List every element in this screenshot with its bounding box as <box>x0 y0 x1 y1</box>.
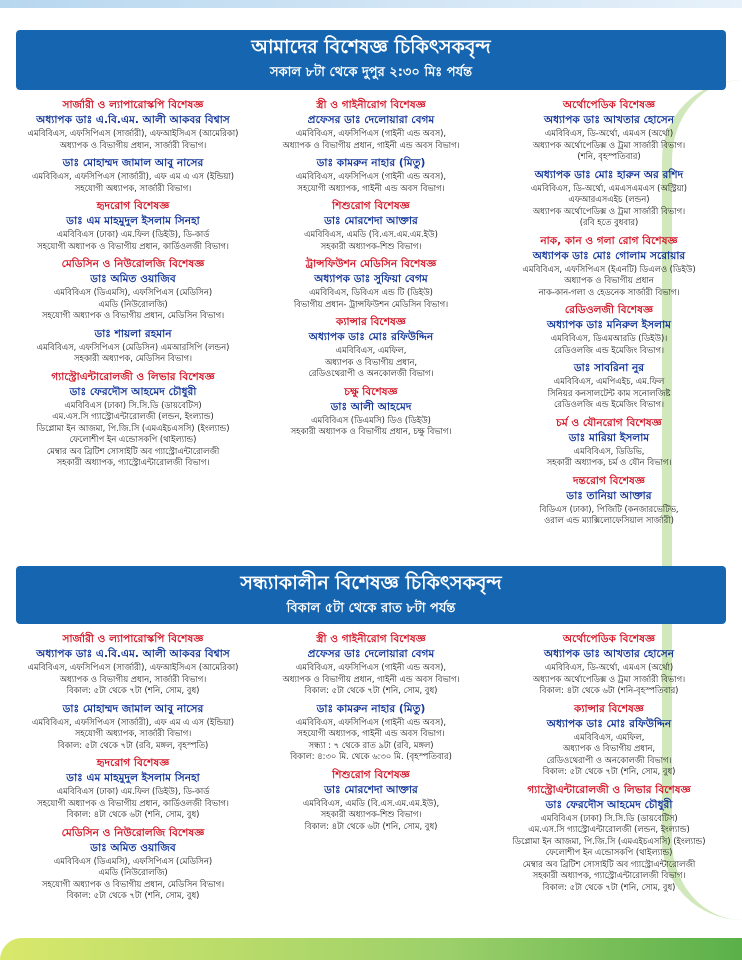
doctor-entry <box>492 717 726 778</box>
doctor-name: ডাঃ সাবরিনা নুর <box>573 362 645 374</box>
doctor-entry <box>492 168 726 229</box>
evening-column-3 <box>492 630 726 948</box>
doctor-name: অধ্যাপক ডাঃ আখতার হোসেন <box>543 648 675 660</box>
doctor-detail-line: ওরাল এন্ড ম্যাক্সিলোফেসিয়াল সার্জারী) <box>544 515 674 525</box>
department-title: হৃদরোগ বিশেষজ্ঞ <box>96 757 170 769</box>
evening-section <box>16 630 726 948</box>
doctor-detail-line: রেডিওলজি এন্ড ইমেজিং বিভাগ। <box>554 344 664 355</box>
doctor-name: অধ্যাপক ডাঃ আখতার হোসেন <box>543 114 675 126</box>
doctor-name: ডাঃ মোরশেদা আক্তার <box>324 783 418 796</box>
doctor-entry <box>254 702 488 763</box>
department-title: অর্থোপেডিক বিশেষজ্ঞ <box>562 99 656 111</box>
doctor-entry <box>254 156 488 194</box>
doctor-detail-line: এমবিবিএস, ডি-অর্থো, এমএস (অর্থো) <box>544 662 674 672</box>
doctor-detail-line: অধ্যাপক ও বিভাগীয় প্রধান, গাইনী এন্ড অবস বিভাগ। <box>282 673 460 684</box>
doctor-name: অধ্যাপক ডাঃ এ.বি.এম. আলী আকবর বিশ্বাস <box>36 648 230 660</box>
morning-column-1 <box>16 96 250 558</box>
doctor-detail-line: বিভাগীয় প্রধান- ট্রান্সফিউশন মেডিসিন বিভাগ। <box>293 298 449 309</box>
morning-column-2 <box>254 96 488 558</box>
doctor-detail-line: (শনি, বৃহস্পতিবার) <box>577 151 641 161</box>
doctor-detail-line: (রবি হতে বুধবার) <box>579 217 639 227</box>
doctor-entry <box>492 647 726 697</box>
department-title: মেডিসিন ও নিউরোলজি বিশেষজ্ঞ <box>61 258 205 270</box>
doctor-detail-line: অধ্যাপক অর্থোপেডিক্স ও ট্রমা সার্জারী বিভাগ। <box>532 139 686 150</box>
department-block <box>492 632 726 697</box>
doctor-name: ডাঃ মোরশেদা আক্তার <box>324 215 418 227</box>
doctor-entry <box>16 327 250 365</box>
doctor-detail-line: সহযোগী অধ্যাপক ও বিভাগীয় প্রধান, কার্ডিওলজী বিভাগ। <box>37 240 229 251</box>
doctor-detail-line: অধ্যাপক অর্থোপেডিক্স ও ট্রমা সার্জারী বিভাগ। <box>532 205 686 216</box>
doctor-name: ডাঃ অমিত ওয়াজিব <box>90 841 176 854</box>
doctor-detail-line: এমবিবিএস (ঢাকা) এম.ফিল (ডিইউ), ডি-কার্ড <box>56 229 210 239</box>
doctor-entry <box>492 361 726 411</box>
doctor-detail-line: এমবিবিএস, ডিএমআরডি (ডিইউ)। <box>550 333 668 343</box>
doctor-entry <box>254 113 488 151</box>
doctor-detail-line: এমবিবিএস, এফসিপিএস (সার্জারী), এফআইসিএস (আমেরিকা) <box>27 128 239 138</box>
department-block <box>492 98 726 229</box>
doctor-detail-line: এমবিবিএস, এফসিপিএস (গাইনী এন্ড অবস), <box>295 716 447 727</box>
doctor-name: প্রফেসর ডাঃ দেলোয়ারা বেগম <box>307 648 435 660</box>
department-title: হৃদরোগ বিশেষজ্ঞ <box>96 200 170 212</box>
doctor-detail-line: বিকাল: ৫টা থেকে ৭টা (শনি, সোম, বুধ) <box>304 685 438 695</box>
department-title: চক্ষু বিশেষজ্ঞ <box>344 385 398 398</box>
doctor-detail-line: এমবিবিএস, এমপিএইচ, এম.ফিল <box>553 376 665 386</box>
department-block <box>16 370 250 469</box>
doctor-detail-line: সহকারী অধ্যাপক, গ্যাস্ট্রোএন্টারোলজী বিভাগ। <box>532 870 686 880</box>
doctor-entry <box>254 783 488 833</box>
department-block <box>254 632 488 763</box>
doctor-detail-line: সহকারী অধ্যাপক, গ্যাস্ট্রোএন্টারোলজী বিভাগ। <box>56 457 210 467</box>
department-title: সার্জারী ও ল্যাপারোস্কপি বিশেষজ্ঞ <box>62 633 204 645</box>
department-title: ক্যান্সার বিশেষজ্ঞ <box>336 316 406 328</box>
doctor-name: অধ্যাপক ডাঃ মোঃ গোলাম সরোয়ার <box>532 249 686 262</box>
doctor-entry <box>16 841 250 902</box>
doctor-detail-line: এমবিবিএস, এমডি (বি.এস.এম.এম.ইউ), <box>302 797 440 808</box>
department-block <box>254 385 488 438</box>
doctor-detail-line: বিকাল: ৪:৩০ মি. থেকে ৬:৩০ মি. (বৃহস্পতিবার) <box>290 751 452 761</box>
doctor-detail-line: রেডিওথেরাপী ও অনকোলজী বিভাগ। <box>308 368 434 378</box>
doctor-detail-line: ফেলোশীপ ইন এন্ডোসকপি (থাইল্যান্ড) <box>69 434 197 444</box>
doctor-entry <box>16 647 250 697</box>
doctor-name: ডাঃ মারিয়া ইসলাম <box>568 431 650 444</box>
doctor-detail-line: এমবিবিএস, এফসিপিএস (মেডিসিন) এমআরসিপি (লন্ডন) <box>36 341 230 352</box>
doctor-detail-line: সহকারী অধ্যাপক-শিশু বিভাগ। <box>320 240 422 251</box>
doctor-detail-line: এমডি (নিউরোলজি) <box>98 298 168 309</box>
doctor-detail-line: সহকারী অধ্যাপক, চর্ম ও যৌন বিভাগ। <box>546 457 672 467</box>
doctor-detail-line: এমবিবিএস, এফসিপিএস (সার্জারী), এফআইসিএস (আমেরিকা) <box>27 662 239 672</box>
doctor-detail-line: বিকাল: ৫টা থেকে ৭টা (শনি, সোম, বুধ) <box>542 766 676 776</box>
doctor-detail-line: এম.এস.সি গ্যাস্ট্রোএন্টারোলজী (লন্ডন, ইংল্যান্ড) <box>52 411 214 421</box>
department-title: চর্ম ও যৌনরোগ বিশেষজ্ঞ <box>556 416 662 429</box>
doctor-entry <box>492 249 726 299</box>
doctor-detail-line: বিকাল: ৪টা থেকে ৬টা (শনি, সোম, বুধ) <box>304 820 438 831</box>
doctor-detail-line: রেডিওথেরাপী ও অনকোলজী বিভাগ। <box>546 754 672 765</box>
doctor-entry <box>16 385 250 469</box>
doctor-name: ডাঃ মোহাম্মদ জামাল আবু নাসের <box>62 702 204 715</box>
department-title: ক্যান্সার বিশেষজ্ঞ <box>574 702 644 715</box>
department-title: শিশুরোগ বিশেষজ্ঞ <box>332 200 410 212</box>
doctor-detail-line: অধ্যাপক ও বিভাগীয় প্রধান, সার্জারী বিভাগ। <box>59 673 207 684</box>
doctor-entry <box>492 431 726 469</box>
morning-subtitle: সকাল ৮টা থেকে দুপুর ২:৩০ মিঃ পর্যন্ত <box>269 65 473 80</box>
doctor-entry <box>16 702 250 752</box>
evening-banner <box>16 566 726 624</box>
doctor-detail-line: এমবিবিএস (ডিএমসি), এফসিপিএস (মেডিসিন) <box>53 287 213 297</box>
doctor-detail-line: অধ্যাপক ও বিভাগীয় প্রধান, সার্জারী বিভাগ। <box>59 139 207 150</box>
doctor-name: প্রফেসর ডাঃ দেলোয়ারা বেগম <box>307 114 435 126</box>
doctor-detail-line: সহযোগী অধ্যাপক ও বিভাগীয় প্রধান, কার্ডিওলজী বিভাগ। <box>37 797 229 808</box>
doctor-detail-line: এমবিবিএস, এমফিল, <box>573 731 645 742</box>
doctor-detail-line: রেডিওলজি এন্ড ইমেজিং বিভাগ। <box>554 399 664 409</box>
doctor-detail-line: সহকারী অধ্যাপক ও বিভাগীয় প্রধান, চক্ষু বিভাগ। <box>290 426 452 436</box>
doctor-entry <box>492 113 726 163</box>
doctor-name: ডাঃ এম মাহমুদুল ইসলাম সিনহা <box>66 772 200 784</box>
department-block <box>254 98 488 194</box>
doctor-detail-line: এমবিবিএস, ডিডিভি, <box>573 445 645 456</box>
doctor-name: অধ্যাপক ডাঃ মোঃ রফিউদ্দিন <box>308 331 434 343</box>
department-block <box>492 234 726 299</box>
doctor-detail-line: সহযোগী অধ্যাপক, গাইনী এন্ড অবস বিভাগ। <box>297 728 445 738</box>
doctor-name: ডাঃ অমিত ওয়াজিব <box>90 273 176 285</box>
doctor-detail-line: এম.এস.সি গ্যাস্ট্রোএন্টারোলজী (লন্ডন, ইংল্যান্ড) <box>528 824 690 834</box>
department-block <box>16 826 250 902</box>
doctor-detail-line: বিকাল: ৫টা থেকে ৭টা (শনি, সোম, বুধ) <box>542 881 676 892</box>
doctor-name: ডাঃ এম মাহমুদুল ইসলাম সিনহা <box>66 215 200 227</box>
doctor-name: ডাঃ আলী আহমেদ <box>330 400 412 413</box>
doctor-detail-line: এমবিবিএস, ডি-অর্থো, এমএস (অর্থো) <box>544 128 674 138</box>
doctor-detail-line: ফেলোশীপ ইন এন্ডোসকপি (থাইল্যান্ড) <box>545 847 673 857</box>
department-title: ট্রান্সফিউশন মেডিসিন বিশেষজ্ঞ <box>305 258 437 270</box>
doctor-detail-line: এমবিবিএস, ডিবিএস এন্ড টি (ডিইউ) <box>309 287 433 297</box>
doctor-detail-line: এমবিবিএস, এফসিপিএস (সার্জারী), এফ এম এ এস (ইন্ডিয়া) <box>32 716 234 727</box>
evening-column-1 <box>16 630 250 948</box>
doctor-entry <box>16 272 250 322</box>
doctor-detail-line: বিকাল: ৪টা থেকে ৬টা (শনি, সোম, বুধ) <box>66 809 200 819</box>
department-block <box>492 702 726 778</box>
doctor-detail-line: অধ্যাপক ও বিভাগীয় প্রধান, গাইনী এন্ড অবস বিভাগ। <box>282 139 460 150</box>
doctor-name: ডাঃ ফেরদৌস আহমেদ চৌধুরী <box>69 385 197 398</box>
doctor-detail-line: এমবিবিএস (ডিএমসি), এফসিপিএস (মেডিসিন) <box>53 855 213 866</box>
doctor-name: অধ্যাপক ডাঃ সুফিয়া বেগম <box>314 273 428 285</box>
department-title: গ্যাস্ট্রোএন্টারোলজী ও লিভার বিশেষজ্ঞ <box>51 370 215 383</box>
department-block <box>254 257 488 310</box>
doctor-detail-line: ডিপ্লোমা ইন আজমা, পি.জি.সি (এমএইচএসসি) (ইংল্যান্ড) <box>512 835 706 846</box>
doctor-entry <box>16 214 250 252</box>
doctor-entry <box>254 647 488 697</box>
doctor-detail-line: এমবিবিএস (ঢাকা) সি.সি.ডি (ডায়বেটিস) <box>64 399 202 410</box>
doctor-name: ডাঃ কামরুন নাহার (মিতু) <box>316 702 426 715</box>
doctor-detail-line: এমবিবিএস, এফসিপিএস (গাইনী এন্ড অবস), <box>295 128 447 138</box>
morning-banner <box>16 30 726 90</box>
morning-section <box>16 96 726 558</box>
department-title: গ্যাস্ট্রোএন্টারোলজী ও লিভার বিশেষজ্ঞ <box>527 783 691 796</box>
morning-title: আমাদের বিশেষজ্ঞ চিকিৎসকবৃন্দ <box>251 36 491 58</box>
department-block <box>492 783 726 894</box>
department-block <box>492 474 726 527</box>
doctor-detail-line: বিকাল: ৫টা থেকে ৭টা (রবি, মঙ্গল, বৃহস্পতি) <box>57 739 209 750</box>
department-block <box>492 303 726 411</box>
doctor-detail-line: এফআরএসএইচ (লন্ডন) <box>568 194 650 204</box>
doctor-detail-line: মেম্বার অব ব্রিটিশ সোসাইটি অব গ্যাস্ট্রোএন্টারোলজী <box>46 445 220 456</box>
morning-column-3 <box>492 96 726 558</box>
department-title: স্ত্রী ও গাইনীরোগ বিশেষজ্ঞ <box>316 99 426 111</box>
doctor-detail-line: নাক-কান-গলা ও হেডনেক সার্জারী বিভাগ। <box>538 286 680 297</box>
doctor-detail-line: এমবিবিএস (ঢাকা) সি.সি.ডি (ডায়বেটিস) <box>540 812 678 823</box>
doctor-detail-line: এমবিবিএস, এফসিপিএস (গাইনী এন্ড অবস), <box>295 662 447 672</box>
department-title: সার্জারী ও ল্যাপারোস্কপি বিশেষজ্ঞ <box>62 99 204 111</box>
doctor-detail-line: এমবিবিএস (ডিএমসি) ডিও (ডিইউ) <box>311 414 431 425</box>
doctor-name: ডাঃ তানিয়া আক্তার <box>566 489 652 502</box>
doctor-detail-line: সহকারী অধ্যাপক-শিশু বিভাগ। <box>320 809 422 819</box>
doctor-detail-line: বিকাল: ৫টা থেকে ৭টা (শনি, সোম, বুধ) <box>66 890 200 900</box>
doctor-detail-line: সহযোগী অধ্যাপক ও বিভাগীয় প্রধান, মেডিসিন বিভাগ। <box>41 310 225 320</box>
doctor-detail-line: সহকারী অধ্যাপক, মেডিসিন বিভাগ। <box>74 353 192 363</box>
doctor-detail-line: মেম্বার অব ব্রিটিশ সোসাইটি অব গ্যাস্ট্রোএন্টারোলজী <box>522 858 696 869</box>
doctor-name: ডাঃ ফেরদৌস আহমেদ চৌধুরী <box>545 798 673 811</box>
doctor-name: অধ্যাপক ডাঃ মনিরুল ইসলাম <box>546 319 672 331</box>
doctor-detail-line: বিডিএস (ঢাকা), পিজিটি (কনজারভেটিভ, <box>539 503 679 514</box>
doctor-entry <box>492 318 726 356</box>
doctor-entry <box>492 489 726 527</box>
department-block <box>16 632 250 751</box>
department-block <box>16 98 250 194</box>
department-title: স্ত্রী ও গাইনীরোগ বিশেষজ্ঞ <box>316 633 426 645</box>
doctor-detail-line: এমবিবিএস, এফসিপিএস (ইএনটি) ডিএলও (ডিইউ) <box>522 263 696 274</box>
doctor-entry <box>16 113 250 151</box>
department-block <box>16 756 250 821</box>
department-block <box>492 416 726 469</box>
doctor-detail-line: এমবিবিএস, এফসিপিএস (গাইনী এন্ড অবস), <box>295 171 447 181</box>
doctor-detail-line: এমবিবিএস, এমফিল, <box>335 345 407 355</box>
doctor-entry <box>254 330 488 380</box>
doctor-detail-line: অধ্যাপক ও বিভাগীয় প্রধান, <box>324 356 418 367</box>
doctor-detail-line: সহযোগী অধ্যাপক, সার্জারী বিভাগ। <box>74 728 192 738</box>
doctor-detail-line: এমবিবিএস, এফসিপিএস (সার্জারী), এফ এম এ এস (ইন্ডিয়া) <box>32 171 234 181</box>
doctor-detail-line: সন্ধ্যা : ৭ থেকে রাত ৯টা (রবি, মঙ্গল) <box>308 739 434 750</box>
doctor-name: অধ্যাপক ডাঃ এ.বি.এম. আলী আকবর বিশ্বাস <box>36 114 230 126</box>
doctor-detail-line: সহযোগী অধ্যাপক, সার্জারী বিভাগ। <box>74 182 192 193</box>
department-title: নাক, কান ও গলা রোগ বিশেষজ্ঞ <box>540 234 678 247</box>
doctor-detail-line: এমডি (নিউরোলজি) <box>98 867 168 877</box>
department-title: দন্তরোগ বিশেষজ্ঞ <box>572 474 646 487</box>
doctor-detail-line: ডিপ্লোমা ইন আজমা, পি.জি.সি (এমএইচএসসি) (ইংল্যান্ড) <box>36 422 230 433</box>
evening-title: সন্ধ্যাকালীন বিশেষজ্ঞ চিকিৎসকবৃন্দ <box>240 572 502 594</box>
department-block <box>254 315 488 380</box>
department-block <box>254 768 488 833</box>
evening-subtitle: বিকাল ৫টা থেকে রাত ৮টা পর্যন্ত <box>286 601 456 616</box>
doctor-name: ডাঃ শায়লা রহমান <box>94 327 172 340</box>
doctor-name: অধ্যাপক ডাঃ মোঃ রফিউদ্দিন <box>546 717 672 730</box>
doctor-entry <box>16 156 250 194</box>
department-title: মেডিসিন ও নিউরোলজি বিশেষজ্ঞ <box>61 826 205 839</box>
department-block <box>254 199 488 252</box>
department-title: অর্থোপেডিক বিশেষজ্ঞ <box>562 633 656 645</box>
doctor-detail-line: এমবিবিএস (ঢাকা) এম.ফিল (ডিইউ), ডি-কার্ড <box>56 786 210 796</box>
doctor-entry <box>254 214 488 252</box>
doctor-name: ডাঃ মোহাম্মদ জামাল আবু নাসের <box>62 157 204 169</box>
top-accent-stripe <box>0 0 742 8</box>
doctor-entry <box>492 798 726 894</box>
department-title: রেডিওলজী বিশেষজ্ঞ <box>564 304 654 316</box>
doctor-name: ডাঃ কামরুন নাহার (মিতু) <box>316 157 426 169</box>
evening-column-2 <box>254 630 488 948</box>
doctor-detail-line: সিনিয়র কনসালটেন্ট কাম সনোলজিষ্ট <box>547 387 671 398</box>
doctor-detail-line: অধ্যাপক অর্থোপেডিক্স ও ট্রমা সার্জারী বিভাগ। <box>532 673 686 684</box>
doctor-detail-line: বিকাল: ৪টা থেকে ৬টা (শনি-বৃহস্পতিবার) <box>539 685 679 695</box>
doctor-entry <box>254 400 488 438</box>
doctor-detail-line: সহযোগী অধ্যাপক, গাইনী এন্ড অবস বিভাগ। <box>297 182 445 193</box>
department-block <box>16 199 250 252</box>
doctor-name: অধ্যাপক ডাঃ মোঃ হারুন অর রশিদ <box>534 168 684 181</box>
doctor-entry <box>16 771 250 821</box>
doctor-detail-line: এমবিবিএস, এমডি (বি.এস.এম.এম.ইউ) <box>304 229 438 239</box>
doctor-entry <box>254 272 488 310</box>
doctor-detail-line: অধ্যাপক ও বিভাগীয় প্রধান <box>564 275 654 285</box>
department-title: শিশুরোগ বিশেষজ্ঞ <box>332 768 410 781</box>
doctor-detail-line: এমবিবিএস, ডি-অর্থো, এমএসএমএস (অস্ট্রিয়া) <box>530 182 688 193</box>
doctor-detail-line: সহযোগী অধ্যাপক ও বিভাগীয় প্রধান, মেডিসিন বিভাগ। <box>41 878 225 889</box>
doctor-detail-line: অধ্যাপক ও বিভাগীয় প্রধান, <box>562 743 656 753</box>
doctor-detail-line: বিকাল: ৫টা থেকে ৭টা (শনি, সোম, বুধ) <box>66 685 200 695</box>
department-block <box>16 257 250 365</box>
